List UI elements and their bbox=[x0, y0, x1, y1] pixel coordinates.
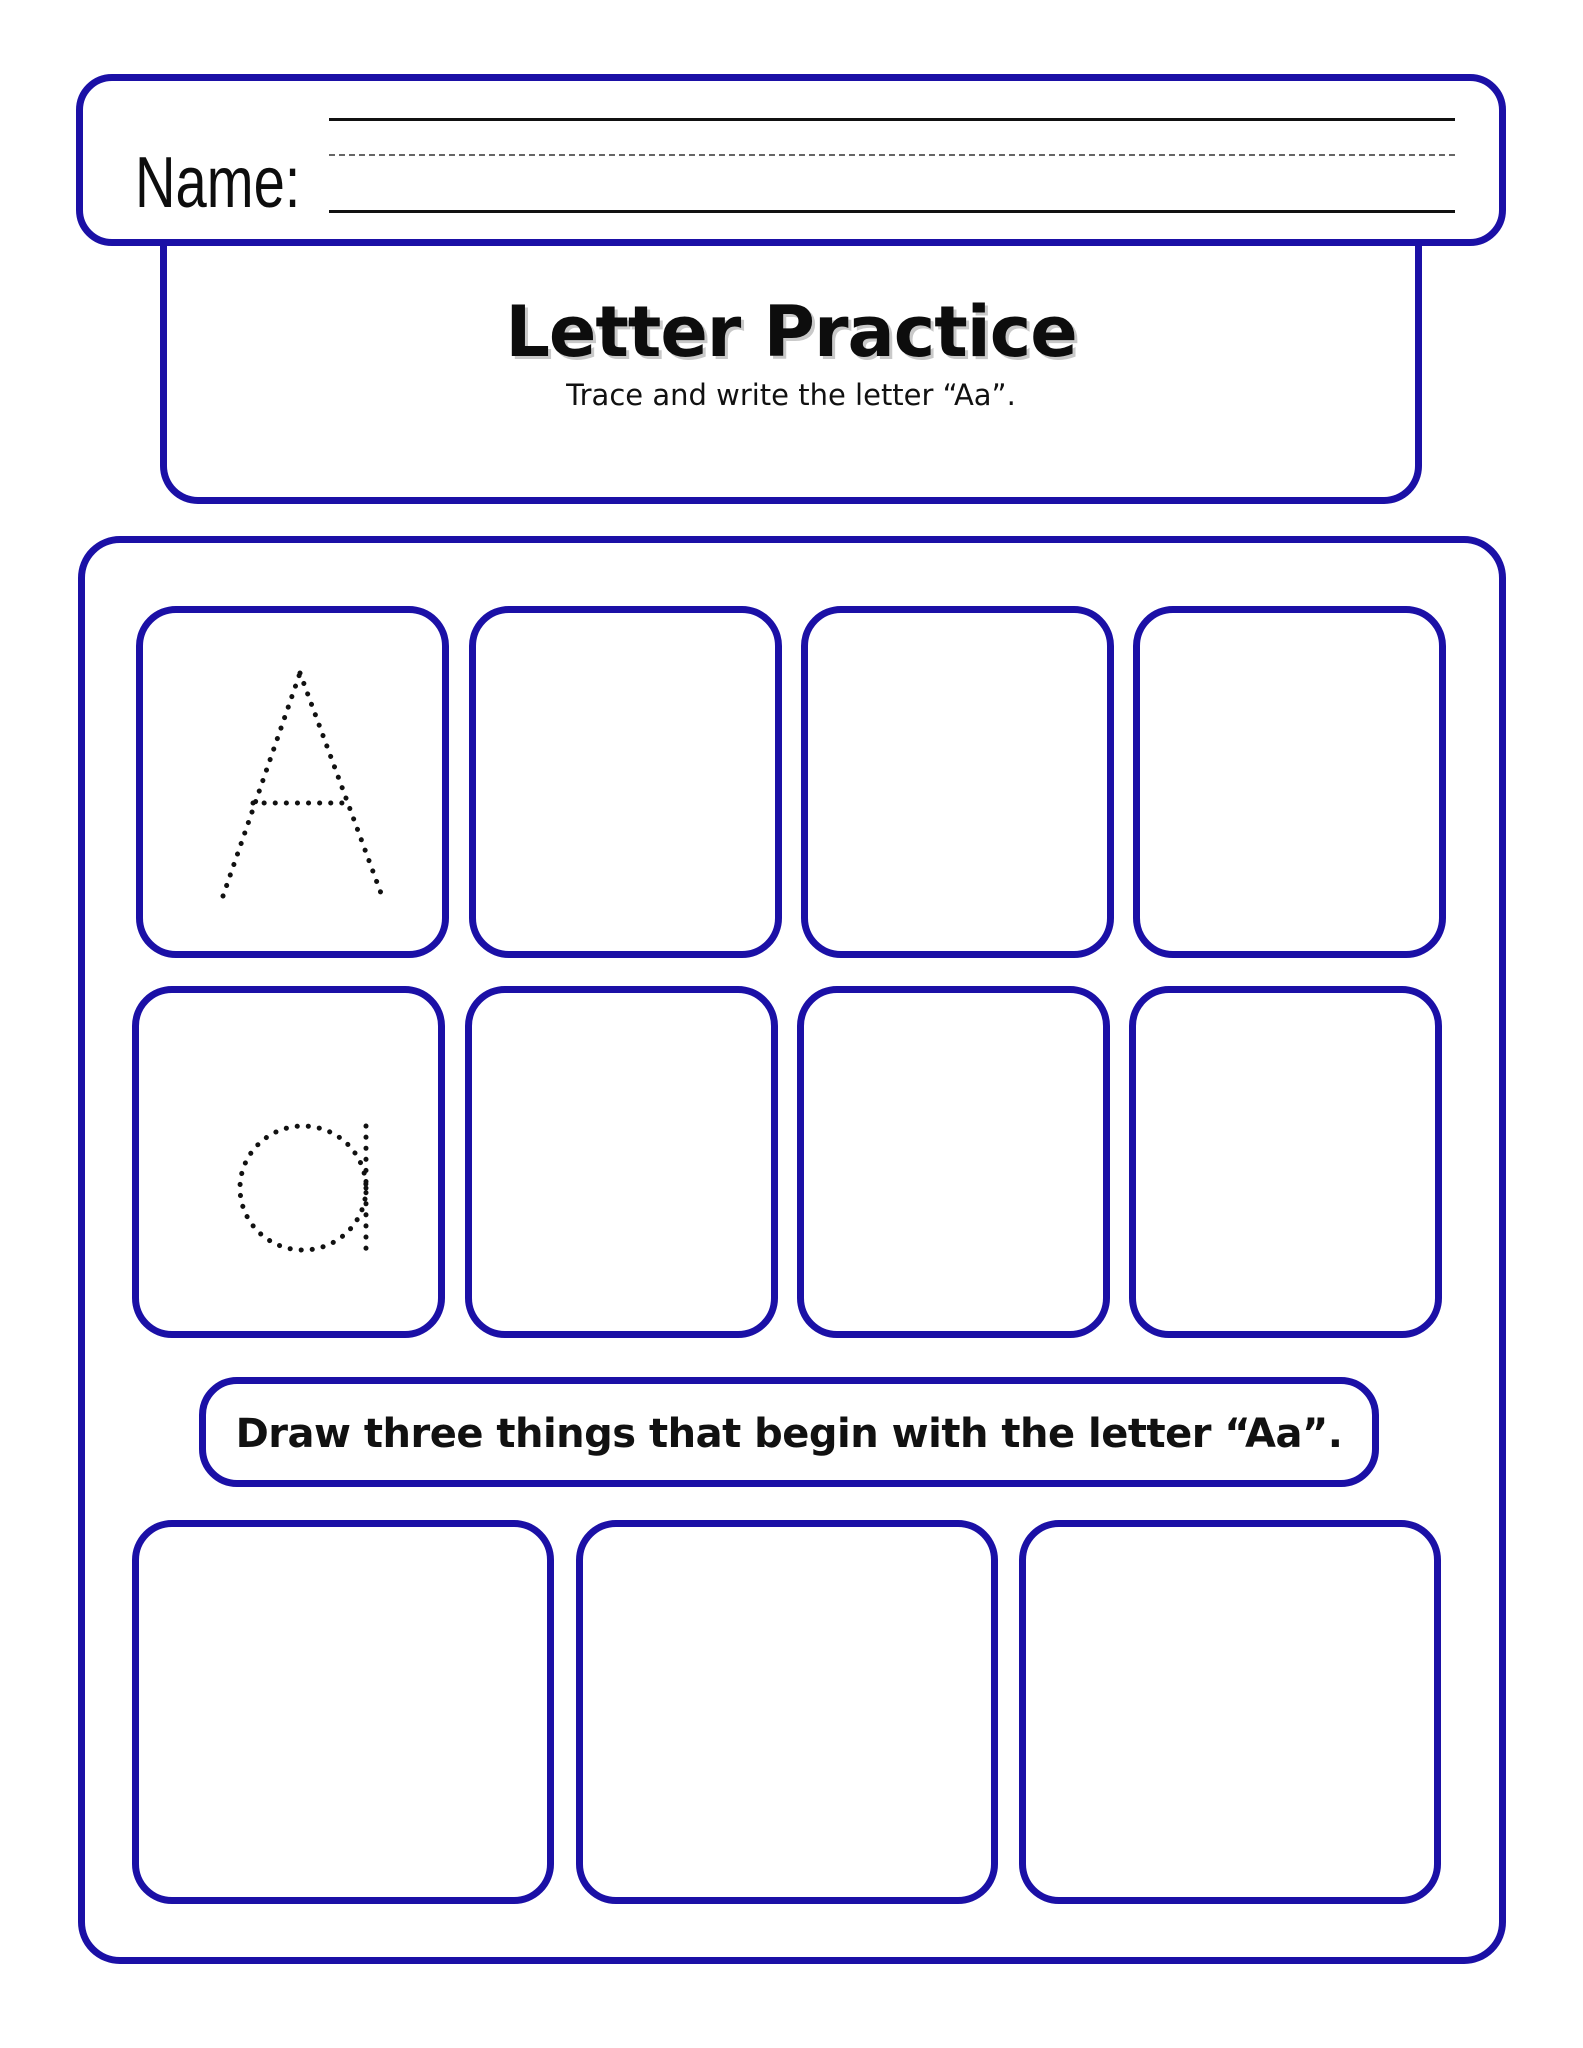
drawing-box-3[interactable] bbox=[1019, 1520, 1441, 1904]
name-writing-line[interactable] bbox=[329, 210, 1455, 213]
worksheet-subtitle: Trace and write the letter “Aa”. bbox=[566, 378, 1016, 412]
write-cell[interactable] bbox=[1129, 986, 1442, 1338]
trace-cell-lowercase[interactable] bbox=[132, 986, 445, 1338]
drawing-instruction-text: Draw three things that begin with the letter “Aa”. bbox=[235, 1411, 1343, 1457]
drawing-instruction-banner bbox=[199, 1377, 1379, 1487]
drawing-box-2[interactable] bbox=[576, 1520, 998, 1904]
name-header bbox=[76, 74, 1506, 246]
drawing-box-1[interactable] bbox=[132, 1520, 554, 1904]
title-panel bbox=[160, 236, 1422, 504]
dotted-uppercase-a-glyph bbox=[143, 613, 456, 965]
write-cell[interactable] bbox=[801, 606, 1114, 958]
write-cell[interactable] bbox=[797, 986, 1110, 1338]
write-cell[interactable] bbox=[1133, 606, 1446, 958]
name-label: Name: bbox=[135, 143, 301, 223]
dotted-lowercase-a-glyph bbox=[139, 993, 452, 1345]
worksheet-title: Letter Practice bbox=[505, 291, 1077, 373]
write-cell[interactable] bbox=[469, 606, 782, 958]
write-cell[interactable] bbox=[465, 986, 778, 1338]
name-top-line bbox=[329, 118, 1455, 121]
name-midline-dashed bbox=[329, 154, 1455, 156]
trace-cell-uppercase[interactable] bbox=[136, 606, 449, 958]
